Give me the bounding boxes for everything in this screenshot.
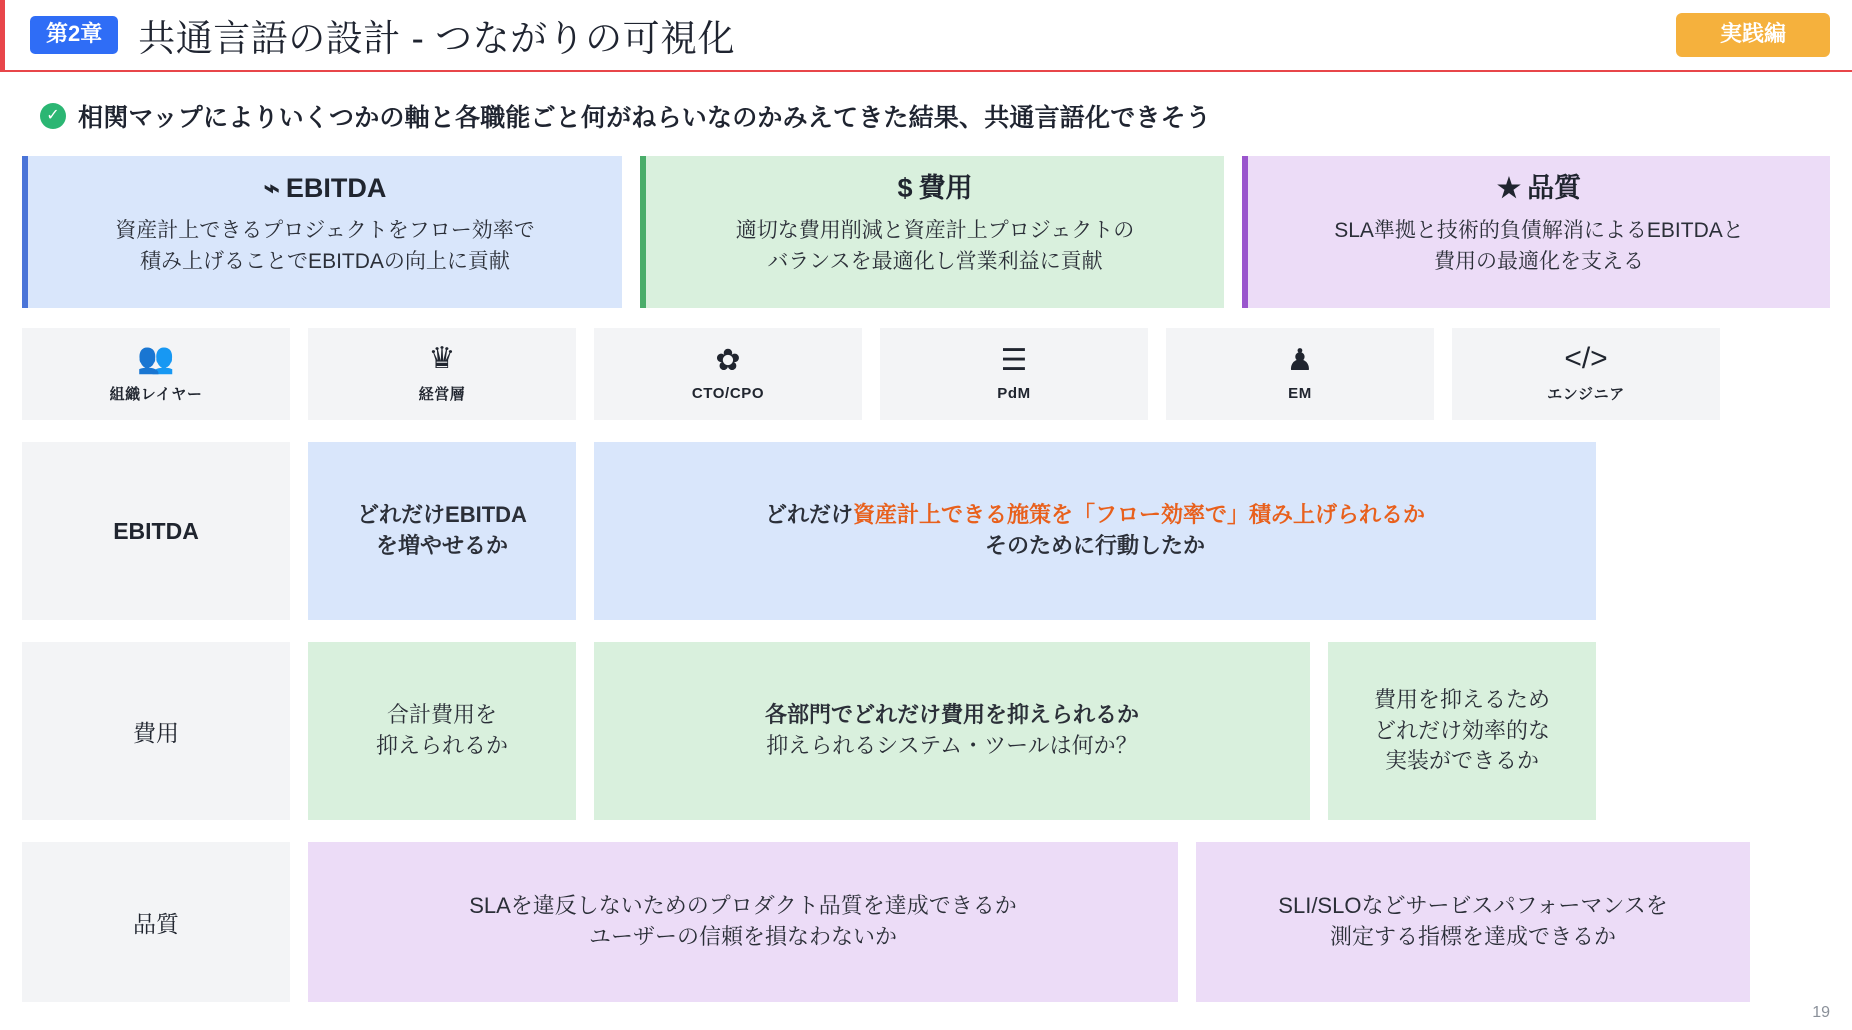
matrix-cell-quality-business-line2: ユーザーの信頼を損なわないか bbox=[588, 924, 897, 949]
matrix-cell-ebitda-executive-line2: を増やせるか bbox=[375, 533, 508, 558]
pillar-quality-title bbox=[1262, 172, 1816, 204]
matrix-cell-cost-delivery-line2: 抑えられるシステム・ツールは何か？ bbox=[766, 733, 1138, 758]
pillar-ebitda-title bbox=[42, 172, 608, 204]
dollar-icon: $ bbox=[897, 173, 913, 203]
role-label-executive: 経営層 bbox=[418, 386, 466, 403]
matrix-row-ebitda bbox=[22, 442, 1830, 620]
matrix-grid bbox=[22, 156, 1830, 1002]
matrix-cell-quality-business bbox=[308, 842, 1178, 1002]
page-number: 19 bbox=[1812, 1004, 1830, 1021]
checklist-icon: ☰ bbox=[1000, 344, 1028, 377]
pillar-row bbox=[22, 156, 1830, 308]
lead-statement bbox=[40, 98, 1852, 134]
matrix-cell-cost-executive-line1: 合計費用を bbox=[386, 702, 497, 728]
crown-icon: ♛ bbox=[428, 342, 456, 375]
matrix-row-quality bbox=[22, 842, 1830, 1002]
matrix-cell-cost-executive bbox=[308, 642, 576, 820]
matrix-cell-cost-engineer-line2: どれだけ効率的な bbox=[1373, 717, 1550, 743]
section-tag-badge: 実践編 bbox=[1676, 13, 1830, 57]
code-icon: </> bbox=[1564, 342, 1608, 375]
slide-header bbox=[0, 0, 1852, 72]
role-cell-executive bbox=[308, 328, 576, 420]
star-icon: ★ bbox=[1496, 173, 1522, 203]
matrix-cell-quality-engineering-line1: SLI/SLOなどサービスパフォーマンスを bbox=[1278, 893, 1668, 919]
matrix-row-cost bbox=[22, 642, 1830, 820]
axis-label-cost: 費用 bbox=[22, 642, 290, 820]
axis-label-ebitda: EBITDA bbox=[22, 442, 290, 620]
lead-statement-text: 相関マップによりいくつかの軸と各職能ごと何がねらいなのかみえてきた結果、共通言語化できそう bbox=[78, 104, 1212, 132]
role-cell-em bbox=[1166, 328, 1434, 420]
role-label-engineer: エンジニア bbox=[1547, 386, 1625, 403]
role-label-em: EM bbox=[1288, 385, 1312, 402]
pillar-cost-title-text: 費用 bbox=[918, 173, 973, 203]
matrix-cell-ebitda-delivery bbox=[594, 442, 1596, 620]
matrix-cell-ebitda-executive bbox=[308, 442, 576, 620]
role-label-cto-cpo: CTO/CPO bbox=[691, 385, 765, 402]
page-title: 共通言語の設計 - つながりの可視化 bbox=[138, 18, 736, 59]
chapter-badge: 第2章 bbox=[30, 16, 118, 54]
matrix-cell-ebitda-executive-line1: どれだけEBITDA bbox=[357, 502, 527, 528]
person-tie-icon: ♟ bbox=[1286, 344, 1314, 377]
axis-label-quality: 品質 bbox=[22, 842, 290, 1002]
pillar-quality-desc: SLA準拠と技術的負債解消によるEBITDAと 費用の最適化を支える bbox=[1334, 219, 1744, 273]
matrix-cell-ebitda-delivery-highlight: 資産計上できる施策を「フロー効率で」積み上げられるか bbox=[853, 502, 1426, 528]
pillar-ebitda bbox=[22, 156, 622, 308]
role-label-pdm: PdM bbox=[997, 385, 1031, 402]
role-cell-pdm bbox=[880, 328, 1148, 420]
pillar-ebitda-title-text: EBITDA bbox=[285, 173, 387, 203]
people-group-icon: 👥 bbox=[137, 342, 175, 375]
matrix-cell-quality-engineering-line2: 測定する指標を達成できるか bbox=[1329, 924, 1616, 949]
matrix-cell-cost-engineer bbox=[1328, 642, 1596, 820]
pillar-cost bbox=[640, 156, 1224, 308]
chart-line-icon: ⌁ bbox=[263, 173, 280, 203]
role-cell-cto-cpo bbox=[594, 328, 862, 420]
role-row bbox=[22, 328, 1830, 420]
pillar-quality-title-text: 品質 bbox=[1527, 173, 1582, 203]
header-accent-bar bbox=[0, 0, 5, 72]
matrix-cell-quality-engineering bbox=[1196, 842, 1750, 1002]
pillar-cost-title bbox=[660, 172, 1210, 204]
matrix-cell-cost-engineer-line1: 費用を抑えるため bbox=[1373, 686, 1550, 712]
matrix-cell-quality-business-line1: SLAを違反しないためのプロダクト品質を達成できるか bbox=[469, 893, 1017, 919]
role-cell-organization-layer bbox=[22, 328, 290, 420]
matrix-cell-ebitda-delivery-prefix: どれだけ bbox=[764, 502, 853, 528]
pillar-quality bbox=[1242, 156, 1830, 308]
matrix-cell-ebitda-delivery-line2: そのために行動したか bbox=[984, 533, 1205, 558]
pillar-ebitda-desc: 資産計上できるプロジェクトをフロー効率で 積み上げることでEBITDAの向上に貢献 bbox=[115, 219, 535, 273]
role-cell-engineer bbox=[1452, 328, 1720, 420]
matrix-cell-cost-delivery bbox=[594, 642, 1310, 820]
matrix-cell-cost-delivery-line1: 各部門でどれだけ費用を抑えられるか bbox=[764, 702, 1139, 728]
gear-icon: ✿ bbox=[715, 344, 741, 377]
matrix-cell-cost-engineer-line3: 実装ができるか bbox=[1384, 748, 1539, 774]
check-circle-icon: ✓ bbox=[40, 103, 66, 129]
role-label-organization-layer: 組織レイヤー bbox=[109, 386, 203, 403]
pillar-cost-desc: 適切な費用削減と資産計上プロジェクトの バランスを最適化し営業利益に貢献 bbox=[735, 219, 1135, 273]
matrix-cell-cost-executive-line2: 抑えられるか bbox=[375, 733, 508, 758]
